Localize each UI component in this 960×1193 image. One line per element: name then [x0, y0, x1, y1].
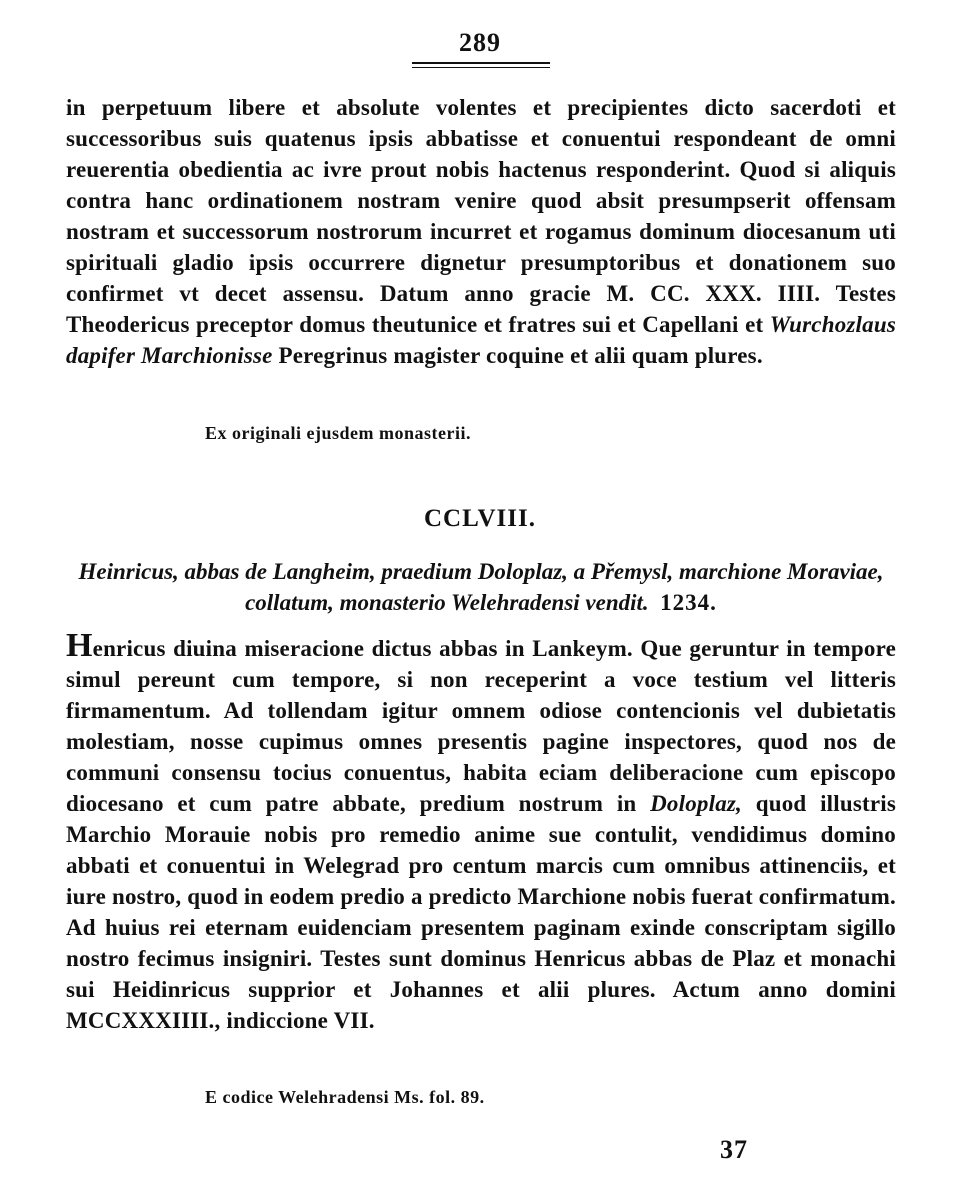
source-note-2: E codice Welehradensi Ms. fol. 89. — [205, 1087, 485, 1107]
drop-cap: H — [66, 627, 93, 664]
source-note: Ex originali ejusdem monasterii. — [205, 423, 471, 443]
regest-text: Heinricus, abbas de Langheim, praedium Doloplaz, a Přemysl, marchione Moraviae, collatum, monasterio Welehradensi vendit. — [78, 559, 884, 615]
page-number: 289 — [459, 28, 501, 57]
charter-part2: quod illustris Marchio Morauie nobis pro remedio anime sue contulit, vendidimus domino abbati et conuentui in Welegrad pro centum marcis cum omnibus attinenciis, et iure nostro, quod in eodem predio a predicto Marchione nobis fuerat confirmatum. Ad huius rei eternam euidenciam presentem paginam exinde conscriptam sigillo nostro fecimus insigniri. Testes sunt dominus Henricus abbas de Plaz et monachi sui Heidinricus supprior et Johannes et alii plures. Actum anno domini MCCXXXIIII., indiccione VII. — [66, 791, 896, 1033]
document-number: CCLVIII. — [424, 505, 536, 532]
charter-part1: enricus diuina miseracione dictus abbas in Lankeym. Que geruntur in tempore simul pereunt cum tempore, si non receperint a voce testium vel litteris firmamentum. Ad tollendam igitur omnem odiose contencionis vel dubietatis molestiam, nosse cupimus omnes presentis pagine inspectores, quod nos de communi consensu tocius conuentus, habita eciam deliberacione cum episcopo diocesano et cum patre abbate, predium nostrum in — [66, 636, 896, 816]
italic-place: Doloplaz, — [650, 791, 743, 816]
paragraph-text: in perpetuum libere et absolute volentes et precipientes dicto sacerdoti et successoribus suis quatenus ipsis abbatisse et conuentui respondeant de omni reuerentia obedientia ac ivre prout nobis hactenus responderint. Quod si aliquis contra hanc ordinationem nostram venire quod absit presumpserit offensam nostram et successorum nostrorum incurret et rogamus dominum diocesanum uti spirituali gladio ipsis occurrere dignetur presumptoribus et donationem suo confirmet vt decet assensu. Datum anno gracie M. CC. XXX. IIII. Testes Theodericus preceptor domus theutunice et fratres sui et Capellani et — [66, 95, 896, 337]
paragraph-continuation — [66, 92, 896, 371]
signature-mark: 37 — [720, 1135, 748, 1164]
header-rule — [412, 62, 550, 68]
charter-text — [66, 627, 896, 1036]
document-regest — [66, 556, 896, 618]
paragraph-tail: Peregrinus magister coquine et alii quam plures. — [272, 343, 763, 368]
italic-names: Wurchozlaus dapifer Marchionisse — [66, 312, 896, 368]
regest-year: 1234. — [660, 590, 717, 615]
